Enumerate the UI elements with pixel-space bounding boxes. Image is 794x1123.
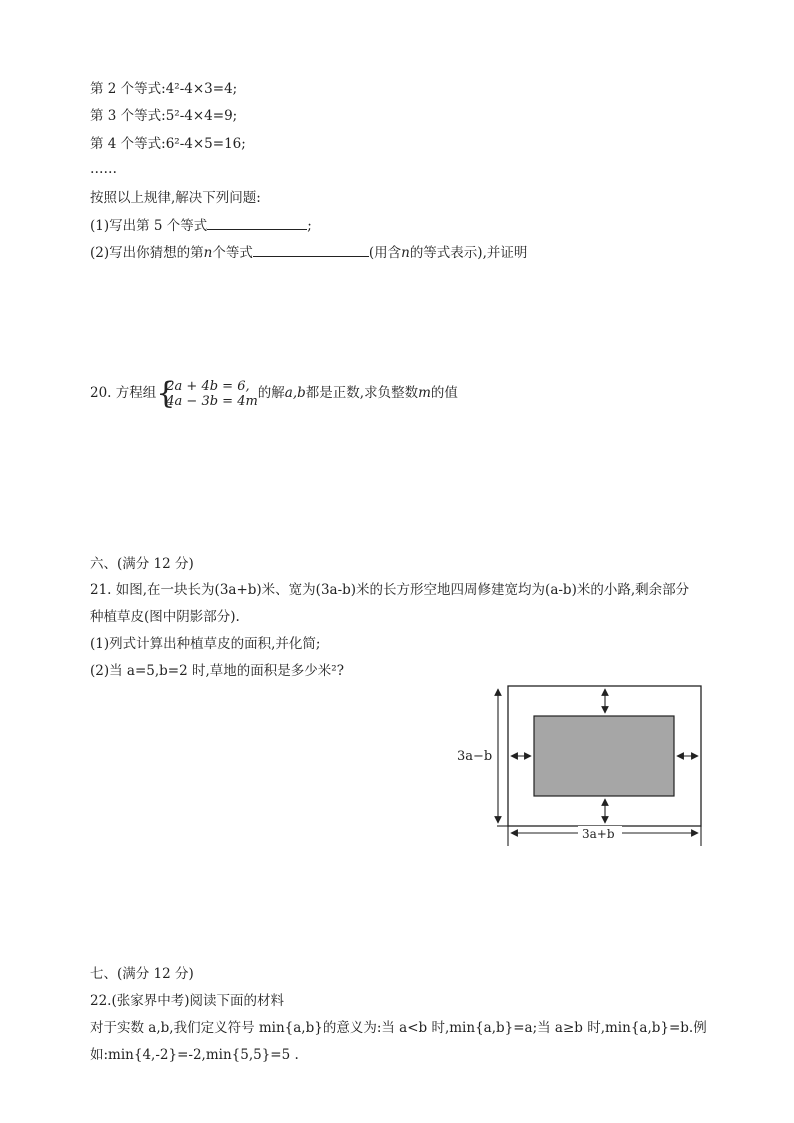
ellipsis: …… <box>90 161 117 177</box>
q21-part1: (1)列式计算出种植草皮的面积,并化简; <box>90 636 321 652</box>
section-7-title: 七、(满分 12 分) <box>90 966 194 982</box>
q20-var-m: m <box>418 385 431 401</box>
height-label: 3a−b <box>457 749 493 764</box>
equation-4: 第 4 个等式:6²-4×5=16; <box>90 136 246 152</box>
q21-line-1: 21. 如图,在一块长为(3a+b)米、宽为(3a-b)米的长方形空地四周修建宽均为(a-b)米的小路,剩余部分 <box>90 582 690 598</box>
section-6-title: 六、(满分 12 分) <box>90 556 194 572</box>
answer-blank-2[interactable] <box>253 243 369 257</box>
lawn-rectangle <box>534 716 674 796</box>
q20-vars: a,b <box>284 385 306 401</box>
q19-part1 <box>90 216 312 235</box>
q20-text-c: 的值 <box>430 385 458 401</box>
q19-part2-mid: 个等式 <box>212 245 253 261</box>
q22-line-2: 对于实数 a,b,我们定义符号 min{a,b}的意义为:当 a<b 时,min{a,b}=a;当 a≥b 时,min{a,b}=b.例 <box>90 1020 707 1036</box>
equation-system <box>156 375 258 411</box>
q19-intro: 按照以上规律,解决下列问题: <box>90 190 261 206</box>
var-n-2: n <box>401 245 410 261</box>
q19-part2-suffix-a: (用含 <box>368 245 402 261</box>
lawn-figure <box>455 683 705 848</box>
answer-blank-1[interactable] <box>207 216 307 230</box>
q20-text-a: 的解 <box>257 385 285 401</box>
q19-part2-prefix: (2)写出你猜想的第 <box>90 245 204 261</box>
equation-2: 第 2 个等式:4²-4×3=4; <box>90 81 238 97</box>
q19-part2-suffix-b: 的等式表示),并证明 <box>409 245 528 261</box>
q22-line-3: 如:min{4,-2}=-2,min{5,5}=5 . <box>90 1047 299 1063</box>
q20-text-b: 都是正数,求负整数 <box>305 385 419 401</box>
q19-part2 <box>90 243 527 262</box>
width-label: 3a+b <box>582 827 615 841</box>
brace-icon: { <box>156 375 176 411</box>
q20-number: 20. 方程组 <box>90 385 157 401</box>
q22-line-1: 22.(张家界中考)阅读下面的材料 <box>90 993 285 1009</box>
q21-line-2: 种植草皮(图中阴影部分). <box>90 609 240 625</box>
var-n: n <box>203 245 213 261</box>
q21-part2: (2)当 a=5,b=2 时,草地的面积是多少米²? <box>90 663 344 679</box>
q19-part1-suffix: ; <box>307 218 312 234</box>
system-row-1: 2a + 4b = 6, <box>166 378 250 394</box>
q20 <box>90 377 458 409</box>
equation-3: 第 3 个等式:5²-4×4=9; <box>90 108 238 124</box>
system-row-2: 4a − 3b = 4m <box>166 393 258 409</box>
q19-part1-prefix: (1)写出第 5 个等式 <box>90 218 208 234</box>
